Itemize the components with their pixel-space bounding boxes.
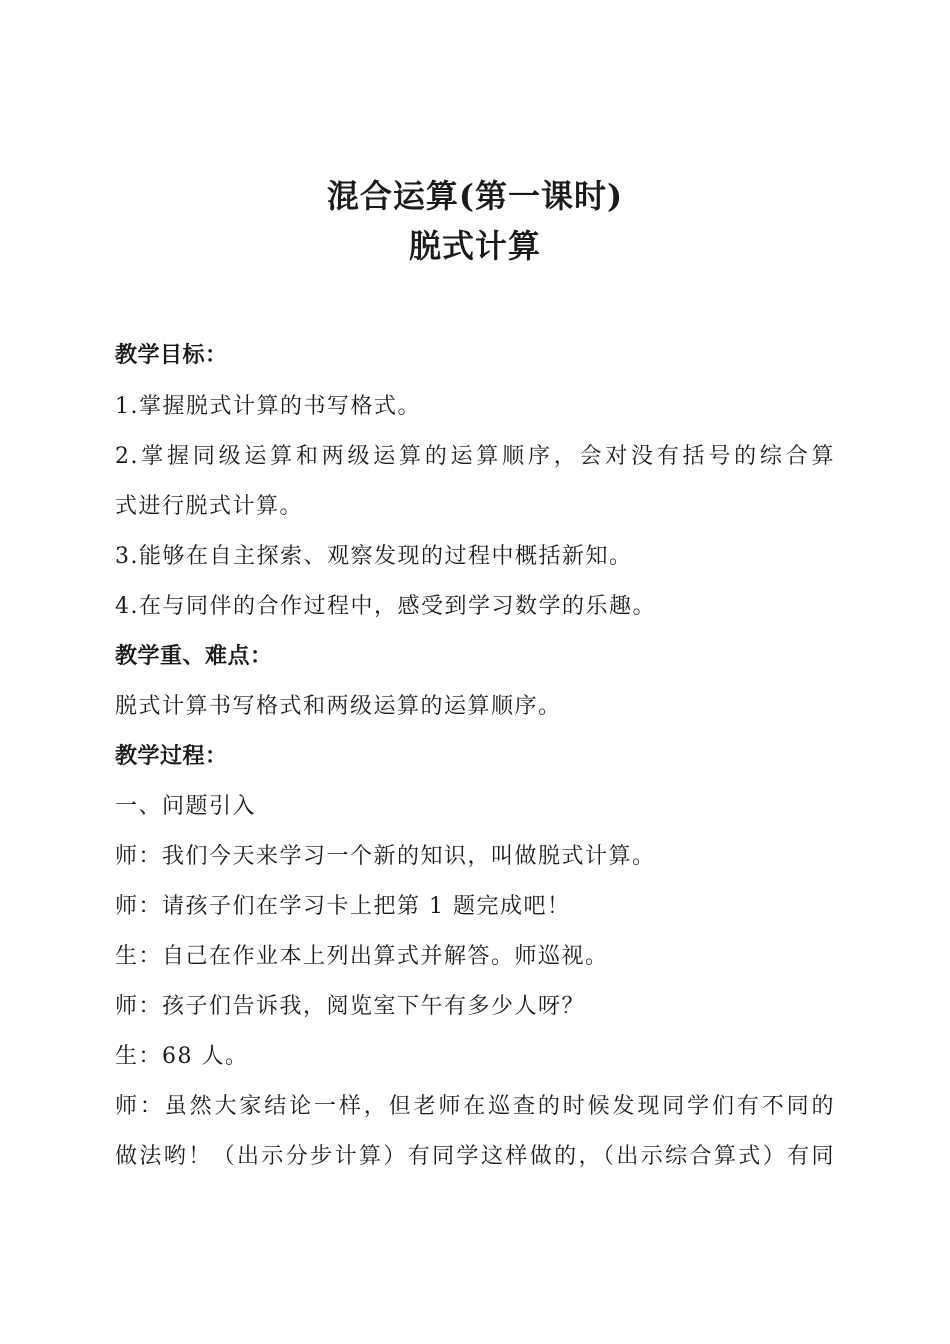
dialogue-line: 师：孩子们告诉我，阅览室下午有多少人呀？ xyxy=(115,994,586,1019)
document-subtitle: 脱式计算 xyxy=(408,227,541,265)
objective-3: 3.能够在自主探索、观察发现的过程中概括新知。 xyxy=(115,544,633,569)
section-heading-objectives: 教学目标： xyxy=(115,343,228,368)
dialogue-line: 生：自己在作业本上列出算式并解答。师巡视。 xyxy=(115,944,609,969)
process-step-1-heading: 一、问题引入 xyxy=(115,794,257,819)
section-heading-key-points: 教学重、难点： xyxy=(115,644,273,669)
section-heading-process: 教学过程： xyxy=(115,744,228,769)
objective-2-line-1: 2.掌握同级运算和两级运算的运算顺序，会对没有括号的综合算 xyxy=(115,444,835,469)
objective-4: 4.在与同伴的合作过程中，感受到学习数学的乐趣。 xyxy=(115,594,656,619)
dialogue-line: 师：我们今天来学习一个新的知识，叫做脱式计算。 xyxy=(115,844,656,869)
document-title: 混合运算(第一课时) xyxy=(326,177,624,215)
dialogue-line: 师：请孩子们在学习卡上把第 1 题完成吧！ xyxy=(115,894,571,919)
objective-2-line-2: 式进行脱式计算。 xyxy=(115,494,304,519)
dialogue-line: 做法哟！（出示分步计算）有同学这样做的，（出示综合算式）有同 xyxy=(115,1144,835,1169)
dialogue-line: 生：68 人。 xyxy=(115,1044,249,1069)
objective-1: 1.掌握脱式计算的书写格式。 xyxy=(115,394,421,419)
dialogue-line: 师：虽然大家结论一样，但老师在巡查的时候发现同学们有不同的 xyxy=(115,1094,835,1119)
key-points-text: 脱式计算书写格式和两级运算的运算顺序。 xyxy=(115,694,562,719)
